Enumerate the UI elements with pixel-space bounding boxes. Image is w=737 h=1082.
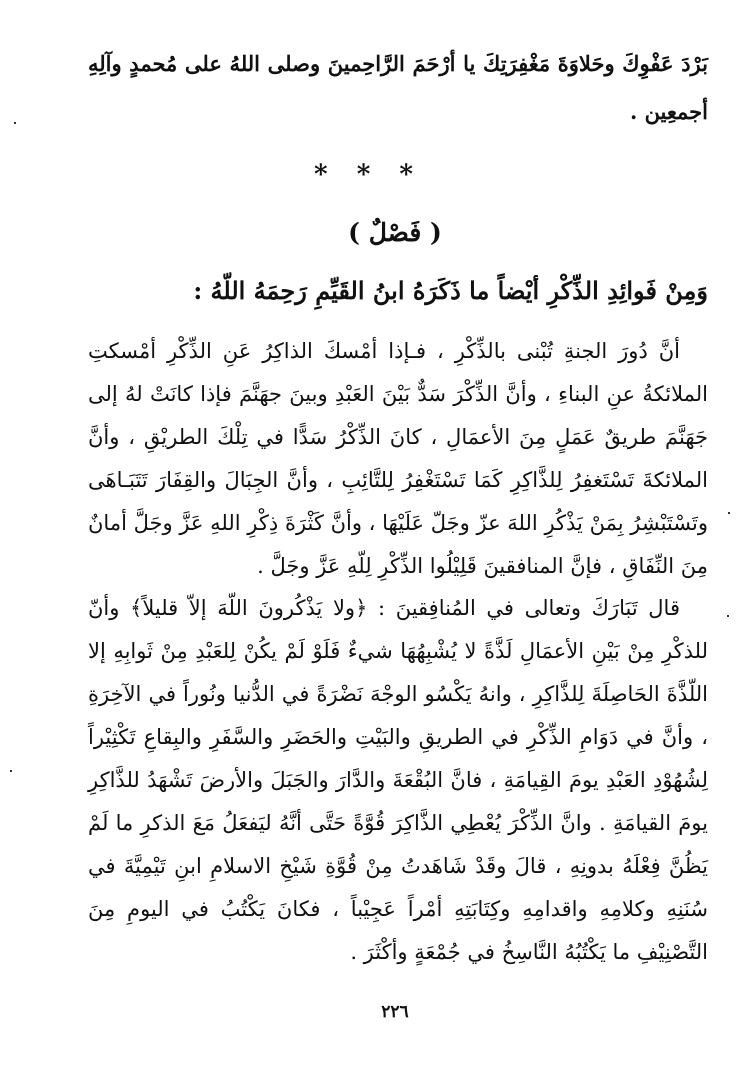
scan-speck <box>14 122 16 124</box>
scan-speck <box>727 615 729 617</box>
page-number: ٢٢٦ <box>381 1002 409 1022</box>
section-separator: * * * <box>314 160 423 190</box>
intro-paragraph: بَرْدَ عَفْوِكَ وحَلاوَةَ مَغْفِرَتِكَ يا أرْحَمَ الرَّاحِمينَ وصلى اللهُ على مُحمدٍ وآلِهِ أجمعِين . <box>88 51 708 124</box>
scan-speck <box>728 512 730 514</box>
body-paragraph-1-container <box>88 330 708 588</box>
body-paragraph-1: أنَّ دُورَ الجنةِ تُبْنى بالذِّكْرِ ، فـإذا أمْسكَ الذاكِرُ عَنِ الذِّكْرِ أمْسكتِ الملائكةُ عنِ البناءِ ، وأنَّ الذِّكْرَ سَدٌّ بَيْنَ العَبْدِ وبينَ جهَنَّمَ فإذا كانَتْ لهُ إلى جَهَنَّمَ طريقٌ عَمَلٍ مِنَ الأعمَالِ ، كانَ الذِّكْرُ سَدًّا في تِلْكَ الطريْقِ ، وأنَّ الملائكةَ تَسْتَغفِرُ لِلذَّاكِرِ كَمَا تَسْتَغْفِرُ لِلتَّائِبِ ، وأنَّ الجِبَالَ والقِفَارَ تَتَبَـاهَى وتَسْتَبْشِرُ بِمَنْ يَذْكُرِ اللهَ عزّ وجَلّ عَلَيْهَا ، وأنَّ كَثْرَةَ ذِكْرِ اللهِ عَزَّ وجَلَّ أمانٌ مِنَ النِّفَاقِ ، فإنَّ المنافقينَ قَلِيْلُوا الذِّكْرِ لِلّهِ عَزَّ وجَلَّ . <box>88 339 708 578</box>
section-heading: وَمِنْ فَوائِدِ الذِّكْرِ أيْضاً ما ذَكَرَهُ ابنُ القَيِّمِ رَحِمَهُ اللّهُ : <box>193 276 708 305</box>
body-paragraph-2-container <box>88 587 708 974</box>
body-paragraph-2: قال تَبَارَكَ وتعالى في المُنافِقينَ : ﴿ولا يَذْكُرونَ اللّهَ إلاّ قليلاً﴾ وأنّ للذكْرِ مِنْ بَيْنِ الأعمَالِ لَذَّةً لا يُشْبِهُهَا شيءٌ فَلَوْ لَمْ يكُنْ لِلعَبْدِ مِنْ ثَوابِهِ إلا اللّذَّةَ الحَاصِلَةَ لِلذَّاكِرِ ، وانهُ يَكْسُو الوجْهَ نَضْرَةً في الدُّنيا ونُوراً في الآخِرَةِ ، وأنَّ في دَوَامِ الذِّكْرِ في الطريقِ والبَيْتِ والحَضَرِ والسَّفَرِ والبِقاعِ تَكْثِيْراً لِشُهُوْدِ العَبْدِ يومَ القِيامَةِ ، فانَّ البُقْعَةَ والدَّارَ والجَبَلَ والأرضَ تَشْهَدُ للذَّاكِرِ يومَ القيامَةِ . وانَّ الذِّكْرَ يُعْطِي الذَّاكِرَ قُوَّةً حَتَّى أنَّهُ ليَفعَلُ مَعَ الذكرِ ما لَمْ يَظُنَّ فِعْلَهُ بدونِهِ ، قالَ وقَدْ شَاهَدتُ مِنْ قُوَّةِ شَيْخِ الاسلامِ ابنِ تَيْمِيَّةَ في سُنَنِهِ وكلامِهِ واقدامِهِ وكِتَابَتِهِ أمْراً عَجِيْباً ، فكانَ يَكْتُبُ في اليومِ مِنَ التَّصْنِيْفِ ما يَكْتُبُهُ النَّاسِخُ في جُمْعَةٍ وأكْثَرَ . <box>88 596 708 964</box>
section-title: ( فَصْلٌ ) <box>348 218 442 247</box>
scan-speck <box>10 770 12 772</box>
